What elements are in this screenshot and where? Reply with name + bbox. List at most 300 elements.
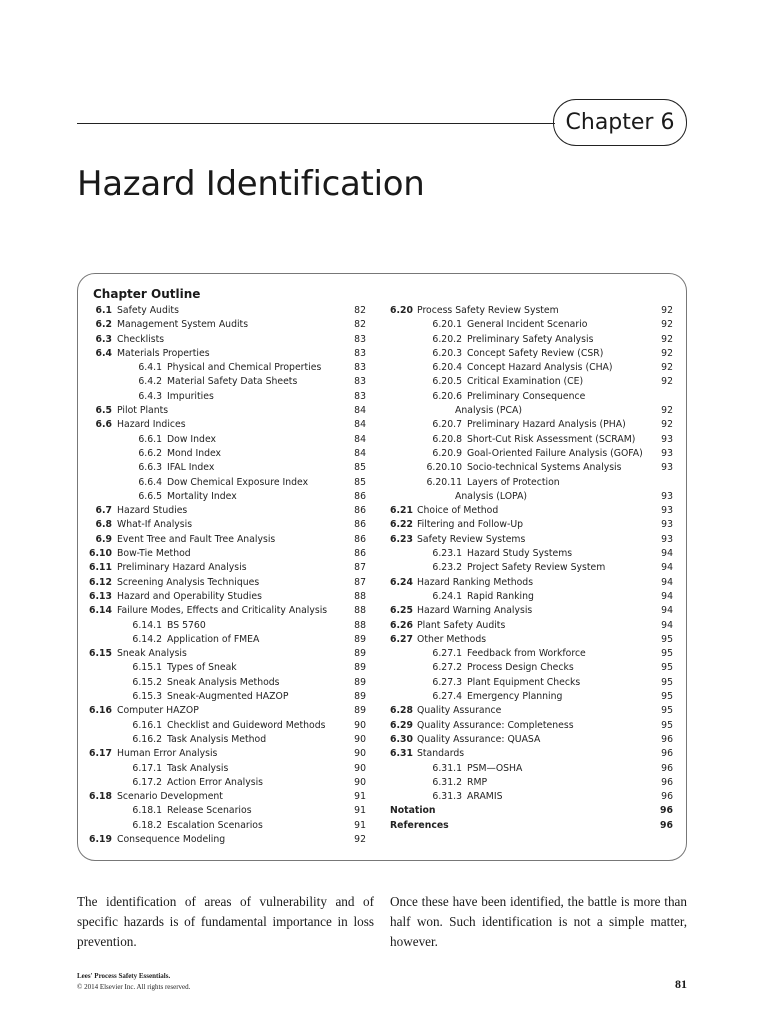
outline-entry-number: 6.20 [390, 305, 413, 316]
outline-entry-number: 6.22 [390, 519, 413, 531]
outline-entry-title: Rapid Ranking [467, 590, 534, 602]
outline-entry-number: 6.16.1 [132, 719, 162, 731]
outline-entry-page: 94 [661, 590, 673, 602]
outline-entry-number: 6.6.4 [138, 476, 162, 488]
outline-entry-page: 93 [661, 490, 673, 502]
outline-entry-page: 84 [354, 433, 366, 445]
outline-entry-title: Quality Assurance: QUASA [417, 733, 541, 745]
outline-entry-title: Computer HAZOP [117, 705, 199, 717]
footer-copyright: © 2014 Elsevier Inc. All rights reserved. [77, 983, 191, 991]
chapter-title: Hazard Identification [77, 164, 425, 204]
outline-entry-title: Hazard Warning Analysis [417, 605, 533, 617]
outline-entry-page: 86 [354, 519, 366, 531]
outline-entry-page: 96 [661, 791, 673, 803]
outline-entry-title: Emergency Planning [467, 691, 563, 703]
outline-entry-page: 89 [354, 648, 366, 660]
outline-entry-page: 82 [354, 305, 366, 316]
outline-entry-page: 92 [661, 347, 673, 359]
outline-entry-title: Task Analysis Method [167, 733, 267, 745]
outline-entry-number: 6.12 [89, 576, 112, 588]
outline-entry-number: 6.6.5 [138, 490, 162, 502]
outline-entry-page: 90 [354, 748, 366, 760]
outline-entry [390, 533, 673, 547]
outline-entry-page: 94 [661, 605, 673, 617]
outline-entry [390, 676, 673, 690]
outline-entry-page: 92 [661, 419, 673, 431]
outline-entry-title: Goal-Oriented Failure Analysis (GOFA) [467, 447, 643, 459]
outline-entry-page: 92 [661, 362, 673, 374]
outline-entry-page: 92 [661, 376, 673, 388]
outline-entry [390, 304, 673, 318]
outline-entry-title: Hazard Studies [117, 505, 188, 517]
outline-entry-title: Other Methods [417, 633, 487, 645]
outline-entry [83, 833, 366, 847]
outline-entry-title: Critical Examination (CE) [467, 376, 584, 388]
outline-entry [390, 762, 673, 776]
outline-entry [390, 375, 673, 389]
outline-entry [390, 390, 673, 404]
outline-entry-title: General Incident Scenario [467, 319, 588, 331]
outline-entry-title: Hazard Study Systems [467, 548, 573, 560]
outline-entry-page: 87 [354, 576, 366, 588]
outline-entry [83, 490, 366, 504]
outline-entry-number: 6.21 [390, 505, 413, 517]
outline-entry-title: Safety Review Systems [417, 533, 526, 545]
outline-entry [390, 504, 673, 518]
outline-entry-page: 95 [661, 633, 673, 645]
outline-entry-number: 6.3 [95, 333, 112, 345]
outline-entry-number: 6.14 [89, 605, 112, 617]
outline-entry-title: Physical and Chemical Properties [167, 362, 322, 374]
outline-entry-title: Mond Index [167, 447, 222, 459]
outline-entry-page: 83 [354, 347, 366, 359]
outline-entry-number: 6.7 [95, 505, 112, 517]
outline-entry [390, 418, 673, 432]
outline-entry [390, 819, 673, 833]
outline-entry-title: Concept Safety Review (CSR) [467, 347, 604, 359]
outline-entry [83, 561, 366, 575]
outline-entry-page: 86 [354, 533, 366, 545]
outline-entry [83, 762, 366, 776]
outline-entry-number: 6.17.2 [132, 776, 162, 788]
outline-entry-number: 6.20.5 [432, 376, 462, 388]
outline-entry-number: 6.6.1 [138, 433, 162, 445]
outline-entry-title: Filtering and Follow-Up [417, 519, 524, 531]
outline-entry-number: 6.20.4 [432, 362, 462, 374]
outline-entry-title: ARAMIS [467, 791, 503, 803]
outline-entry [83, 619, 366, 633]
outline-entry [390, 619, 673, 633]
outline-entry-page: 85 [354, 462, 366, 474]
outline-entry-title: References [390, 819, 449, 831]
outline-entry-number: 6.4.1 [138, 362, 162, 374]
outline-entry-number: 6.13 [89, 590, 112, 602]
outline-entry [83, 390, 366, 404]
outline-entry-page: 83 [354, 376, 366, 388]
outline-entry-title: Mortality Index [167, 490, 237, 502]
outline-entry [83, 790, 366, 804]
outline-entry-title: Screening Analysis Techniques [117, 576, 260, 588]
outline-entry [83, 333, 366, 347]
outline-entry-title: Sneak-Augmented HAZOP [167, 691, 289, 703]
outline-entry [390, 476, 673, 490]
outline-entry [390, 518, 673, 532]
outline-entry-title: Feedback from Workforce [467, 648, 586, 660]
outline-entry-page: 92 [661, 405, 673, 417]
outline-entry-page: 84 [354, 419, 366, 431]
outline-entry-number: 6.31.2 [432, 776, 462, 788]
outline-entry-title: Scenario Development [117, 791, 223, 803]
outline-entry-title: Management System Audits [117, 319, 249, 331]
outline-entry [83, 375, 366, 389]
outline-entry-title: Impurities [167, 390, 214, 402]
outline-entry-number: 6.29 [390, 719, 413, 731]
outline-entry-page: 92 [661, 333, 673, 345]
outline-entry-page: 88 [354, 590, 366, 602]
outline-entry [390, 633, 673, 647]
outline-entry [83, 418, 366, 432]
outline-entry-page: 89 [354, 662, 366, 674]
outline-entry-number: 6.30 [390, 733, 413, 745]
outline-entry-title: Materials Properties [117, 347, 210, 359]
outline-entry [390, 704, 673, 718]
outline-entry [390, 604, 673, 618]
outline-entry [390, 733, 673, 747]
outline-entry [83, 347, 366, 361]
outline-entry-page: 91 [354, 819, 366, 831]
outline-entry-title: Sneak Analysis Methods [167, 676, 280, 688]
outline-entry-number: 6.20.6 [432, 390, 462, 402]
outline-entry [390, 333, 673, 347]
outline-entry-page: 85 [354, 476, 366, 488]
outline-entry-number: 6.27.4 [432, 691, 462, 703]
outline-entry-number: 6.14.2 [132, 633, 162, 645]
outline-entry-number: 6.2 [95, 319, 112, 331]
outline-entry [390, 404, 673, 418]
outline-entry [83, 661, 366, 675]
outline-entry [83, 604, 366, 618]
outline-entry-number: 6.20.1 [432, 319, 462, 331]
outline-entry-number: 6.20.11 [426, 476, 462, 488]
outline-entry-page: 92 [354, 833, 366, 845]
outline-entry-page: 96 [660, 819, 673, 831]
outline-entry-page: 83 [354, 390, 366, 402]
outline-entry-number: 6.28 [390, 705, 413, 717]
outline-entry [83, 361, 366, 375]
outline-entry-number: 6.11 [89, 562, 112, 574]
outline-entry-title: Quality Assurance [417, 705, 502, 717]
outline-entry-title: Notation [390, 805, 436, 817]
outline-entry-title: Checklists [117, 333, 165, 345]
outline-entry-page: 93 [661, 533, 673, 545]
outline-entry-number: 6.31.1 [432, 762, 462, 774]
outline-entry-number: 6.19 [89, 833, 112, 845]
outline-entry [390, 590, 673, 604]
outline-entry-number: 6.31.3 [432, 791, 462, 803]
outline-entry-page: 94 [661, 619, 673, 631]
outline-entry-number: 6.20.2 [432, 333, 462, 345]
outline-entry-title: Types of Sneak [167, 662, 237, 674]
outline-entry-page: 94 [661, 576, 673, 588]
outline-entry-page: 96 [661, 776, 673, 788]
outline-entry-page: 84 [354, 405, 366, 417]
outline-entry-title: IFAL Index [167, 462, 215, 474]
outline-entry [390, 318, 673, 332]
outline-entry [390, 490, 673, 504]
outline-entry-title: Choice of Method [417, 505, 499, 517]
outline-entry-number: 6.24 [390, 576, 413, 588]
outline-entry-title: Analysis (PCA) [455, 405, 522, 417]
outline-entry-page: 93 [661, 519, 673, 531]
outline-entry-page: 95 [661, 705, 673, 717]
outline-entry-page: 94 [661, 548, 673, 560]
outline-entry-number: 6.20.7 [432, 419, 462, 431]
outline-entry-number: 6.23.1 [432, 548, 462, 560]
outline-entry-title: Dow Index [167, 433, 216, 445]
outline-entry [83, 461, 366, 475]
outline-entry-page: 89 [354, 691, 366, 703]
outline-entry [83, 590, 366, 604]
outline-entry-title: Hazard Ranking Methods [417, 576, 534, 588]
outline-entry [390, 690, 673, 704]
outline-entry [83, 404, 366, 418]
outline-entry-title: Preliminary Hazard Analysis (PHA) [467, 419, 626, 431]
outline-entry-number: 6.23 [390, 533, 413, 545]
outline-entry-page: 91 [354, 805, 366, 817]
outline-entry-page: 95 [661, 648, 673, 660]
outline-entry-page: 95 [661, 691, 673, 703]
outline-entry-number: 6.6.3 [138, 462, 162, 474]
outline-entry-title: Socio-technical Systems Analysis [467, 462, 622, 474]
outline-entry-title: Preliminary Safety Analysis [467, 333, 594, 345]
outline-entry-title: Standards [417, 748, 465, 760]
outline-entry-page: 93 [661, 433, 673, 445]
outline-entry-page: 96 [660, 805, 673, 817]
outline-entry [83, 733, 366, 747]
outline-entry-page: 92 [661, 305, 673, 316]
outline-entry [83, 433, 366, 447]
outline-entry-title: Consequence Modeling [117, 833, 226, 845]
outline-entry-number: 6.16 [89, 705, 112, 717]
outline-entry [390, 447, 673, 461]
outline-entry-title: Action Error Analysis [167, 776, 263, 788]
outline-entry-title: BS 5760 [167, 619, 206, 631]
outline-entry-number: 6.17 [89, 748, 112, 760]
outline-entry-title: Analysis (LOPA) [455, 490, 528, 502]
outline-entry [83, 676, 366, 690]
outline-entry-number: 6.4 [95, 347, 112, 359]
outline-entry-page: 96 [661, 748, 673, 760]
outline-entry [83, 447, 366, 461]
outline-entry-number: 6.1 [95, 305, 112, 316]
outline-entry-number: 6.27 [390, 633, 413, 645]
outline-entry-title: Plant Safety Audits [417, 619, 506, 631]
outline-entry-number: 6.25 [390, 605, 413, 617]
outline-entry [83, 518, 366, 532]
chapter-outline-heading: Chapter Outline [93, 287, 201, 301]
outline-entry [390, 461, 673, 475]
outline-entry-number: 6.4.2 [138, 376, 162, 388]
outline-entry [83, 476, 366, 490]
outline-entry-number: 6.15.3 [132, 691, 162, 703]
outline-entry [390, 433, 673, 447]
outline-entry [390, 561, 673, 575]
outline-entry-number: 6.18.1 [132, 805, 162, 817]
chapter-label: Chapter 6 [553, 99, 687, 146]
outline-entry-number: 6.15.2 [132, 676, 162, 688]
outline-entry-title: PSM—OSHA [467, 762, 523, 774]
outline-entry-page: 84 [354, 447, 366, 459]
outline-entry [83, 776, 366, 790]
outline-entry-title: Hazard and Operability Studies [117, 590, 262, 602]
outline-entry-page: 90 [354, 776, 366, 788]
outline-column-right [390, 304, 673, 833]
outline-entry-page: 94 [661, 562, 673, 574]
outline-entry-title: Hazard Indices [117, 419, 186, 431]
outline-entry [390, 790, 673, 804]
outline-entry-number: 6.20.8 [432, 433, 462, 445]
outline-entry-page: 89 [354, 633, 366, 645]
outline-entry [390, 719, 673, 733]
outline-entry-page: 83 [354, 362, 366, 374]
outline-entry-title: Failure Modes, Effects and Criticality Analysis [117, 605, 328, 617]
outline-entry-title: Pilot Plants [117, 405, 169, 417]
outline-entry-page: 89 [354, 705, 366, 717]
outline-entry-page: 90 [354, 719, 366, 731]
outline-entry-title: Task Analysis [167, 762, 229, 774]
outline-entry-title: Short-Cut Risk Assessment (SCRAM) [467, 433, 636, 445]
outline-entry-number: 6.15.1 [132, 662, 162, 674]
outline-entry-title: Human Error Analysis [117, 748, 218, 760]
outline-entry-number: 6.20.10 [426, 462, 462, 474]
outline-entry [83, 318, 366, 332]
outline-entry [83, 719, 366, 733]
outline-entry [83, 633, 366, 647]
outline-entry-title: Bow-Tie Method [117, 548, 191, 560]
outline-entry-title: Layers of Protection [467, 476, 560, 488]
header-rule [77, 123, 555, 124]
outline-entry [390, 547, 673, 561]
outline-entry-title: Safety Audits [117, 305, 179, 316]
outline-entry-page: 90 [354, 733, 366, 745]
outline-entry-title: Concept Hazard Analysis (CHA) [467, 362, 613, 374]
outline-entry [390, 747, 673, 761]
outline-entry-number: 6.16.2 [132, 733, 162, 745]
outline-entry-page: 96 [661, 733, 673, 745]
outline-entry [390, 347, 673, 361]
outline-entry-page: 95 [661, 719, 673, 731]
outline-entry-title: Process Design Checks [467, 662, 574, 674]
outline-entry-page: 82 [354, 319, 366, 331]
outline-entry [390, 647, 673, 661]
outline-entry-title: Sneak Analysis [117, 648, 187, 660]
outline-entry-number: 6.18 [89, 791, 112, 803]
outline-entry-title: Preliminary Hazard Analysis [117, 562, 247, 574]
outline-entry-number: 6.15 [89, 648, 112, 660]
outline-entry-number: 6.6 [95, 419, 112, 431]
outline-entry-title: Plant Equipment Checks [467, 676, 581, 688]
outline-entry-page: 91 [354, 791, 366, 803]
outline-entry-page: 89 [354, 676, 366, 688]
outline-entry [390, 361, 673, 375]
outline-entry [83, 547, 366, 561]
outline-entry-number: 6.27.3 [432, 676, 462, 688]
outline-entry [83, 304, 366, 318]
outline-entry [390, 576, 673, 590]
outline-entry-title: What-If Analysis [117, 519, 193, 531]
outline-entry-title: Material Safety Data Sheets [167, 376, 298, 388]
outline-entry-page: 93 [661, 462, 673, 474]
outline-entry-number: 6.10 [89, 548, 112, 560]
outline-entry-number: 6.20.9 [432, 447, 462, 459]
page-number: 81 [675, 977, 687, 991]
outline-entry-number: 6.18.2 [132, 819, 162, 831]
outline-entry-page: 95 [661, 676, 673, 688]
outline-entry-number: 6.8 [95, 519, 112, 531]
outline-entry-number: 6.6.2 [138, 447, 162, 459]
outline-entry-page: 86 [354, 505, 366, 517]
outline-entry-number: 6.31 [390, 748, 413, 760]
outline-entry [83, 576, 366, 590]
outline-entry-title: Dow Chemical Exposure Index [167, 476, 309, 488]
outline-entry-number: 6.5 [95, 405, 112, 417]
outline-entry-number: 6.17.1 [132, 762, 162, 774]
outline-entry-page: 87 [354, 562, 366, 574]
outline-entry-title: RMP [467, 776, 488, 788]
outline-entry-page: 96 [661, 762, 673, 774]
outline-entry [83, 819, 366, 833]
outline-column-left [83, 304, 366, 847]
outline-entry-page: 95 [661, 662, 673, 674]
outline-entry-page: 83 [354, 333, 366, 345]
outline-entry-number: 6.20.3 [432, 347, 462, 359]
outline-entry [83, 804, 366, 818]
outline-entry-page: 93 [661, 447, 673, 459]
outline-entry-number: 6.4.3 [138, 390, 162, 402]
outline-entry-page: 86 [354, 490, 366, 502]
outline-entry-number: 6.27.1 [432, 648, 462, 660]
outline-entry-title: Project Safety Review System [467, 562, 606, 574]
outline-entry-page: 90 [354, 762, 366, 774]
outline-entry [83, 647, 366, 661]
outline-entry-number: 6.9 [95, 533, 112, 545]
outline-entry-number: 6.27.2 [432, 662, 462, 674]
body-paragraph-left: The identification of areas of vulnerability and of specific hazards is of fundamental importance in loss prevention. [77, 894, 374, 949]
footer-source: Lees' Process Safety Essentials. [77, 972, 171, 980]
outline-entry-number: 6.14.1 [132, 619, 162, 631]
outline-entry [83, 533, 366, 547]
outline-entry [83, 504, 366, 518]
outline-entry-title: Event Tree and Fault Tree Analysis [117, 533, 276, 545]
outline-entry-title: Release Scenarios [167, 805, 252, 817]
outline-entry-page: 88 [354, 619, 366, 631]
outline-entry-title: Preliminary Consequence [467, 390, 586, 402]
outline-entry-title: Checklist and Guideword Methods [167, 719, 326, 731]
outline-entry [83, 704, 366, 718]
outline-entry-title: Escalation Scenarios [167, 819, 263, 831]
outline-entry-number: 6.26 [390, 619, 413, 631]
outline-entry-page: 93 [661, 505, 673, 517]
outline-entry [390, 776, 673, 790]
outline-entry-page: 86 [354, 548, 366, 560]
outline-entry-number: 6.23.2 [432, 562, 462, 574]
outline-entry [390, 661, 673, 675]
outline-entry-title: Process Safety Review System [417, 305, 559, 316]
outline-entry-title: Application of FMEA [167, 633, 260, 645]
outline-entry [83, 690, 366, 704]
body-paragraph-right: Once these have been identified, the battle is more than half won. Such identification is not a simple matter, however. [390, 894, 687, 949]
outline-entry [390, 804, 673, 818]
